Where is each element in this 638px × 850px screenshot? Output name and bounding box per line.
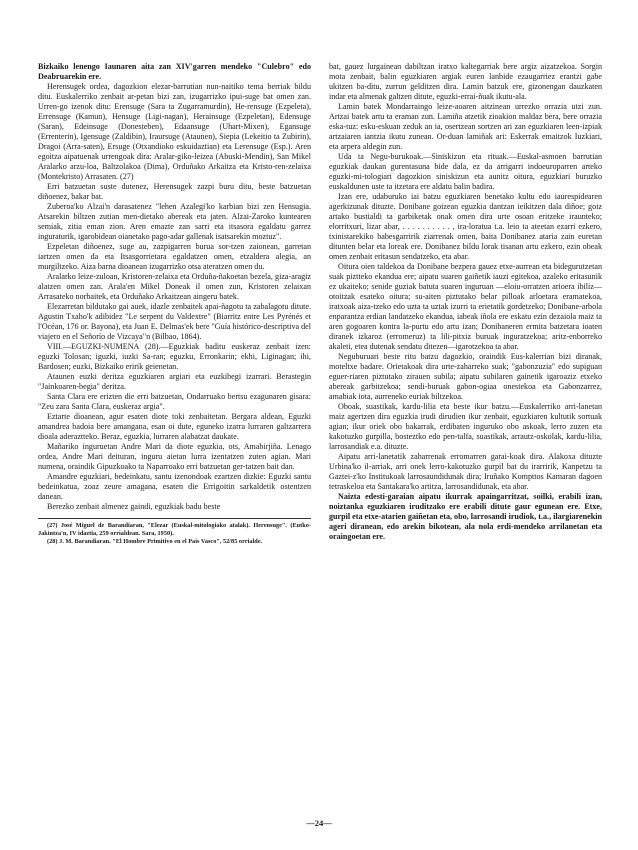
paragraph: Santa Clara ere erizten die erri batzuetan, Ondarruako bertsu ezagunaren gisara: "Zeu zara Santa Clara, euskeraz argia". [38,392,311,411]
paragraph: bat, gauez lurgainean dabiltzan iratxo kaltegarriak bere argiz aizatzekoa. Sorgin mota zenbait, balin eguzkiaren argiak euren lanbide ezaugarriez erantzi gabe ukitzen ba-ditu, zurrun gelditzen dira. Lamin batzuk ere, gizonengan dauzkaten indar eta almenak galtzen ditute, eguzki-errai-ñuak ikutu-ala. [329,62,602,101]
section-heading-paragraph: VIII.—EGUZKI-NUMENA (28).—Eguzkiak baditu euskeraz zenbait izen: eguzki Tolosan; iguzki, iuzki Sa-ran; eguzku, Erronkarin; ekhi, Liginagan; ihi, Bardosen; euzki, Bizkaiko eririk geienetan. [38,342,311,371]
paragraph: Izan ere, udaburuko iai batzu eguzkiaren benetako kultu edo iaurespidearen agerkizunak dituzte. Donibane goizean eguzkia dantzan ieikitzen dala diñoe; goiz artako bustialdi ta garbiketak onak omen dira urte osoan eritzeke iraunteko; elorritxuri, lizar abar, . . . . . . . . . . , ira-loratua t.a. leio ta ateetan ezarri ezkero, txinistarekiko babesgarririk ziarrenak omen, baita Donibanez ataria zain euretan ditunten belar eta loreak ere. Donibanez bildu lorak tisanan artu ezkero, ezin obeak omen zenbait eritasun sendatzeko, eta abar. [329,192,602,261]
paragraph: Neguburuari beste ritu batzu dagozkio, oraindik Eus-kalerrian bizi diranak, moteltxe badare. Orietakoak dira urte-zaharreko suak; "gabonzuzia" edo supiguan eguer-riaren piztutako zirauen subila; aipatu subilaren gainetik igaroaziz etxeko abereak garbitzekoa; sendi-buruak gabon-ogiaa onestekoa eta Gabonzarrez, amabiak iota, aurreneko euriak biltzekoa. [329,352,602,401]
paragraph: Amandre eguzkiari, bedeinkatu, santu izenondoak ezartzen dizkie: Eguzki santu bedeinkatua, zoaz zeure amagana, esaten die Errigoitin sarkaldetik ostentzen danean. [38,472,311,501]
paragraph: Herensugek ordea, dagozkion elezar-barrutian nun-naitiko tema berriak bildu ditu. Euskalerriko zenbait ar-petan bizi zan, izugarrizko ipui-suge bat omen zan. Urren-go izenok ditu: Erensuge (Sara ta Zugarramurdin), He-rensuge (Ezpeleta), Errensuge (Kamun), Hensuge (Ligi-nagan), Herainsuge (Ezpeletan), Edensuge (Saran), Edeinsuge (Donesteben), Edaansuge (Uhart-Mixen), Egansuge (Errenterin), Igensuge (Zaldibin), Iraursuge (Ataunen), Siepia (Lekeitio ta Zubirin), Dragoi (Arra-saten), Ersuge (Otxandioko eskuidaztian) eta Lerensuge (Esp.). Aren egoitza aipatuenak urrengoak dira: Aralar-giko-leizea (Abuski-Mendin), San Mikel Aralarko arzu-loa, Baltzolakoa (Dima), Orduñako Arkaitza eta Kristo-ren-zelaixa (Montekristo) Arrasaten. (27) [38,82,311,181]
paragraph: Oitura oien taldekoa da Donibane bezpera gauez etxe-aurrean eta bidegurutzetan suak piztteko ekandua ere; aipatu suaren gaiñetik iauzi egitekoa, azaleko eritasunik ez ukaiteko; senide guziak batuta suaren inguruan —eloiu-orratzen arioera ibiliz— otoitzak esateko oitura; su-aiten piztutako belar pilloak arloetara eramatekoa, iratxoak aiza-tzeko edo uzta ta uztak izurri ta erietatik gordetzeko; Donibane-arbola enparantza erdian landatzeko ekandua, iabeak iñola ere eskatu ezin dezaiola maiz ta aren gogoaren kontra la-purtu edo artu izan; Donibaneren ermita batzetara ioaten diranek izkaroz (erromeruz) ta lili-pitxiz buruak inguratzekoa; aritz-enborreko akaleti, etea dutenak sendatu ditezen—igarotzekoa ta abar. [329,262,602,351]
section-heading-paragraph: Uda ta Negu-burukoak.—Siniskizun eta rituak.—Euskal-asmoen barrutian eguzkiak daukan gurentasuna bide dala, ez da arrigarri indoeuroparren arteko eguzki-mi-tologiari dagozkion siniskizun eta aunitz oitura, eguzkiari buruzko euskaldunen uste ta itzetara ere aldatu balin badira. [329,152,602,191]
right-column [329,62,602,542]
paragraph: Eztarte dioanean, agur esaten diote toki zenbaitetan. Bergara aldean, Eguzki amandrea badoia bere amangana, esan oi dute, eguneko izarra lurraren galtzarrera dioala aderaztteko. Beraz, eguzkia, lurraren alabatzat daukate. [38,412,311,441]
paragraph: Berezko zenbait almenez gaindi, eguzkiak badu beste [47,502,221,511]
paragraph: Bizkaiko lenengo Iaunaren aita zan XIV'garren mendeko "Culebro" edo Deabruarekin ere. [38,62,311,81]
page-number: —24— [306,818,332,828]
paragraph: Erri batzuetan suste dutenez, Herensugek zazpi buru ditu, beste batzuetan diñoenez, bakar bat. [38,182,311,201]
paragraph: Elezarretan bildutako gai auek, idazle zenbaitek apai-ñagotu ta zabalagotu ditute. Agustin Txaho'k adibidez "Le serpent du Valdextre" (Biarritz entre Les Pyrénés et l'Océan, 176 or. Bayona), eta Juan E. Delmas'ek bere "Guía histórico-descriptiva del viajero en el Señorío de Vizcaya"n (Bilbao, 1864). [38,302,311,341]
footnote: (27) José Miguel de Barandiaran, "Elezar (Euskal-mitologiako atalak). Herensuge". (Eutko-Jakintza'n, IV idaztia, 259 orrialdean. Sara, 1950). [38,522,311,537]
paragraph: Naizta edesti-garaian aipatu ikurrak apaingarritzat, soilki, erabili izan, noiztanka eguzkiaren iruditzako ere erabili ditute gaur egunean ere. Etxe, gurpil eta etxe-atarien gaiñetan eta, obo, larrosandi irudiok, t.a., ilargiarenekin ageri diranean, edo arekin bikotean, ala nola erdi-mendeko arrilanetan eta oraingoetan ere. [329,492,602,541]
left-column [38,62,311,546]
paragraph: Ataunen euzki deritza eguzkiaren argiari eta euzkibegi izarrari. Berastegin "Jainkoaren-begia" deritza. [38,372,311,391]
footnote-divider [38,518,311,519]
paragraph: Ezpeletan diñoenez, suge au, zazpigarren burua sor-tzen zaionean, garretan iartzen omen da eta Itsasgorrietara egaldatzen omen, etzaldera alegia, an murgiltzeko. Aiza barna dioanean izugarrizko otsa ateratzen omen du. [38,242,311,271]
paragraph: Aralarko leize-zuloan, Kristoren-zelaixa eta Orduña-ñakoetan bezela, giza-aragiz alatzen omen zan. Arala'en Mikel Doneak il omen zun, Kristoren zelaixan Arrasateko norbaitek, eta Orduñako Arkaitzean aingeru batek. [38,272,311,301]
footnote: (28) J. M. Barandiaran. "El Hombre Primitivo en el País Vasco", 52/85 orrialde. [47,538,263,545]
paragraph: Mañariko inguruetan Andre Mari da diote eguzkia, ots, Amabirjiña. Lenago ordea, Andre Mari deituran, inguru aietan lurra izentatzen zuten agian. Mari numena, oraindik Gipuzkoako ta Naparroako erri batzuetan ger-tatzen bait dan. [38,442,311,471]
paragraph: Zuberoa'ko Alzai'n darasatenez "lehen Azalegi'ko karbian bizi zen Hensugia. Atsarekin biltzen zutian men-dietako abereak eta jaten. Alzai-Zaroko kuntearen semiak, zitia eman zion. Aren emazte zan sarri eta itsasora egaldatu garrez inguraturik, igarobidean oianetako pago-adar gallenak isatsarekin moztuz". [38,202,311,241]
section-heading-paragraph: Oboak, suastikak, kardu-lilia eta beste ikur batzu.—Euskalerriko arri-lanetan maiz agertzen dira eguzkia irudi dirudien ikur zenbait, eguzkiaren kultutik sortuak agian; ikur oriek obo bakarrak, erdibaten inguruko obo askoak, lerro zuzen eta kakotuzko gurpilla, bosteztko edo pen-talfa, suastikak, arrautz-oskolak, kardu-lilia, larrosandiak e.a. dituzte. [329,402,602,451]
paragraph: Aipatu arri-lanetatik zaharrenak erromarren garai-koak dira. Alakoxa dituzte Urbina'ko il-arriak, arri onek lerro-kakotuzko gurpil bat du irarririk, Kanpetzu ta Gaztei-z'ko Institukoak larrosaundidunak dira; Iruñako Kompttos Kamaran dagoen tetraskeloa eta Santakara'ko artitza, larrosandidunak, eta abar. [329,452,602,491]
document-page [38,62,602,832]
paragraph: Lamin batek Mondarraingo leize-aoaren aitzinean urrezko orrazia utzi zun. Artzai batek artu ta eraman zun. Lamiña atzetik zioakion maldaz bera, bere orrazia eska-tuz: esku-eskuan zeduk an ia, osertzean sortzen ari zan eguzkiaren leen-izpiak artzaiaren iantzia ikutu zunean. Or-duan lamiñak ari: Eskerrak emaitzok Iuzkiari, eta arpera aldegin zun. [329,102,602,151]
